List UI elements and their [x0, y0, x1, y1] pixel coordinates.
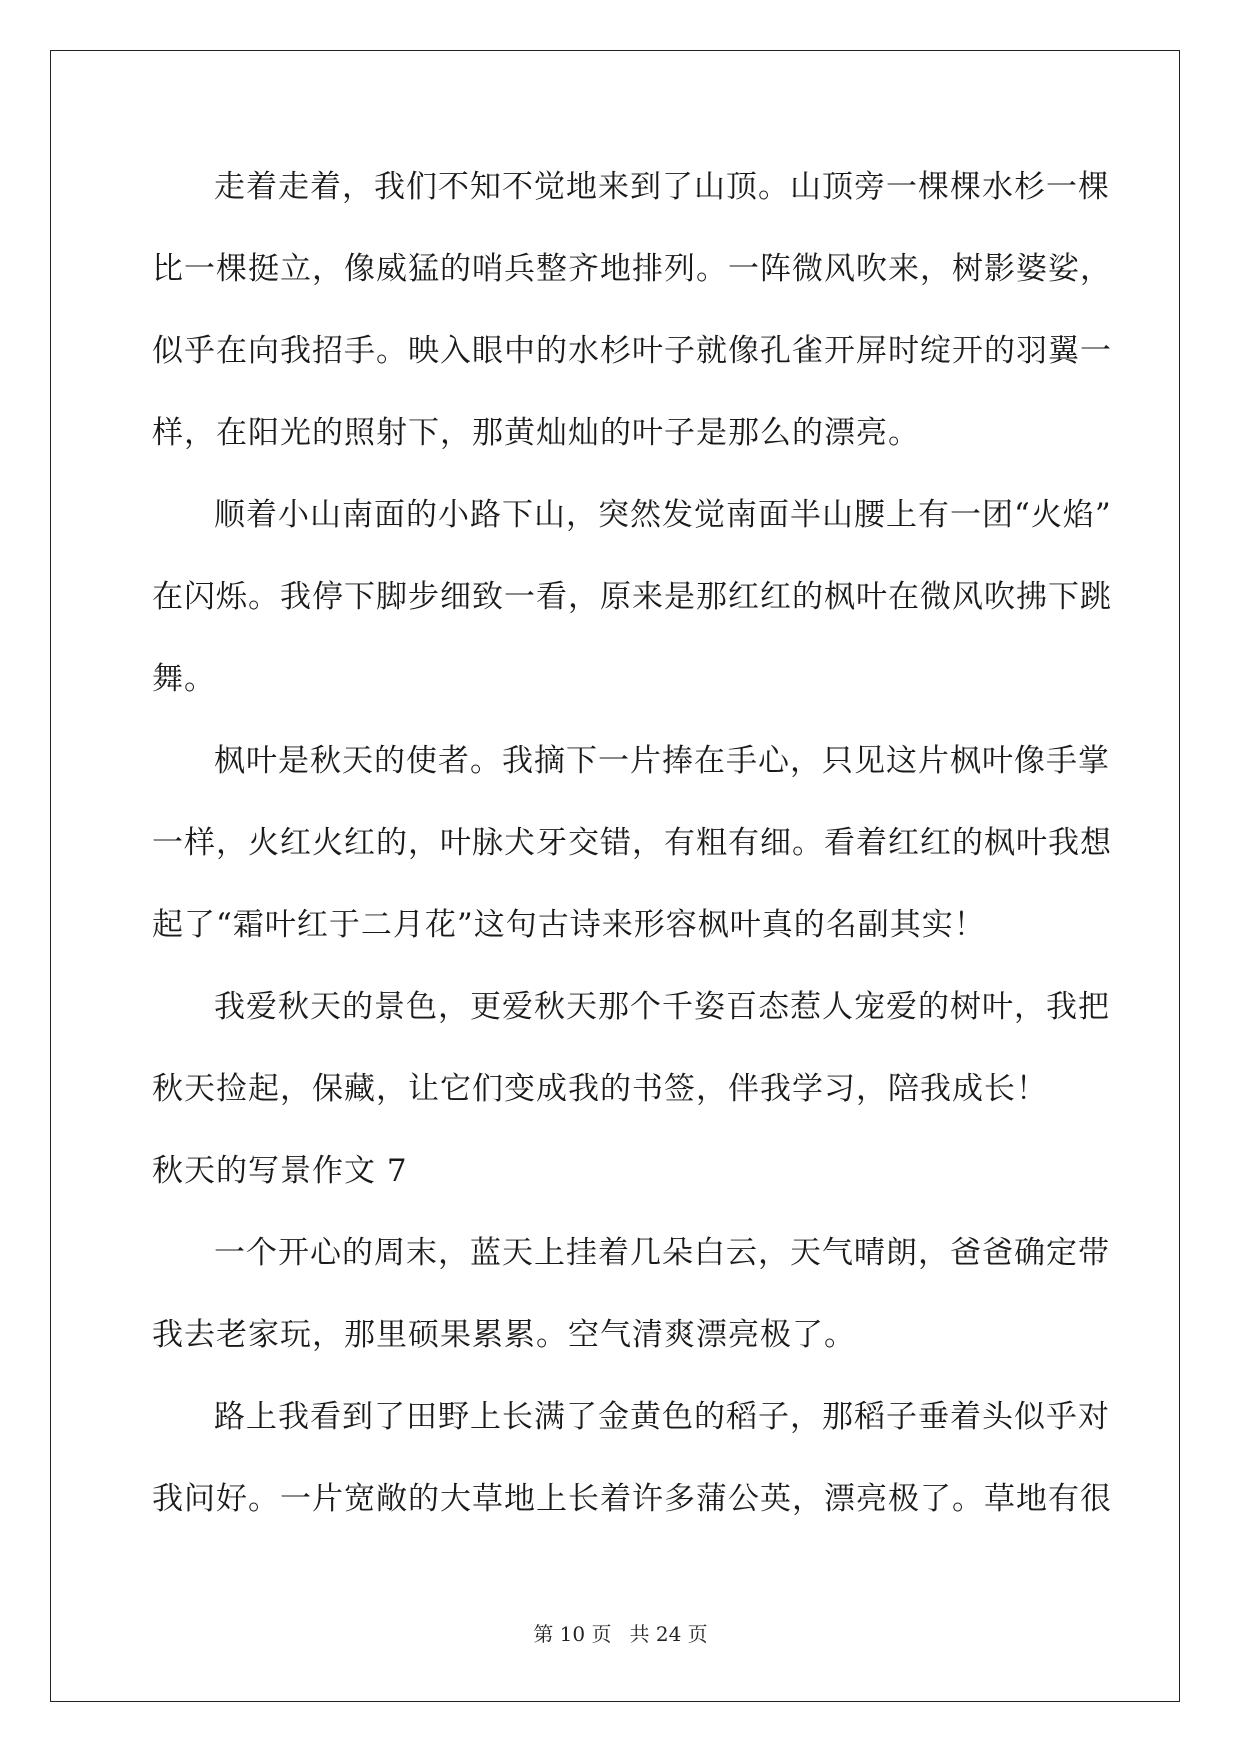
text-line: 走着走着，我们不知不觉地来到了山顶。山顶旁一棵棵水杉一棵: [214, 169, 1110, 205]
section-heading: 秋天的写景作文 7: [152, 1153, 408, 1189]
text-line: 我去老家玩，那里硕果累累。空气清爽漂亮极了。: [152, 1317, 856, 1353]
text-line: 我爱秋天的景色，更爱秋天那个千姿百态惹人宠爱的树叶，我把: [214, 989, 1110, 1025]
text-line: 秋天捡起，保藏，让它们变成我的书签，伴我学习，陪我成长！: [152, 1071, 1048, 1107]
text-line: 枫叶是秋天的使者。我摘下一片捧在手心，只见这片枫叶像手掌: [214, 743, 1110, 779]
text-line: 似乎在向我招手。映入眼中的水杉叶子就像孔雀开屏时绽开的羽翼一: [152, 333, 1112, 369]
document-body: [152, 160, 1112, 1554]
text-line: 路上我看到了田野上长满了金黄色的稻子，那稻子垂着头似乎对: [214, 1399, 1110, 1435]
text-line: 一个开心的周末，蓝天上挂着几朵白云，天气晴朗，爸爸确定带: [214, 1235, 1110, 1271]
text-line: 一样，火红火红的，叶脉犬牙交错，有粗有细。看着红红的枫叶我想: [152, 825, 1112, 861]
page-footer: [0, 1618, 1241, 1647]
text-line: 顺着小山南面的小路下山，突然发觉南面半山腰上有一团“火焰”: [214, 497, 1112, 533]
text-line: 起了“霜叶红于二月花”这句古诗来形容枫叶真的名副其实！: [152, 907, 986, 943]
text-line: 在闪烁。我停下脚步细致一看，原来是那红红的枫叶在微风吹拂下跳: [152, 579, 1112, 615]
page-total: 共 24 页: [629, 1622, 708, 1646]
text-line: 样，在阳光的照射下，那黄灿灿的叶子是那么的漂亮。: [152, 415, 920, 451]
text-line: 我问好。一片宽敞的大草地上长着许多蒲公英，漂亮极了。草地有很: [152, 1481, 1112, 1517]
page-number: 第 10 页: [533, 1622, 612, 1646]
text-line: 比一棵挺立，像威猛的哨兵整齐地排列。一阵微风吹来，树影婆娑，: [152, 251, 1112, 287]
text-line: 舞。: [152, 661, 216, 697]
